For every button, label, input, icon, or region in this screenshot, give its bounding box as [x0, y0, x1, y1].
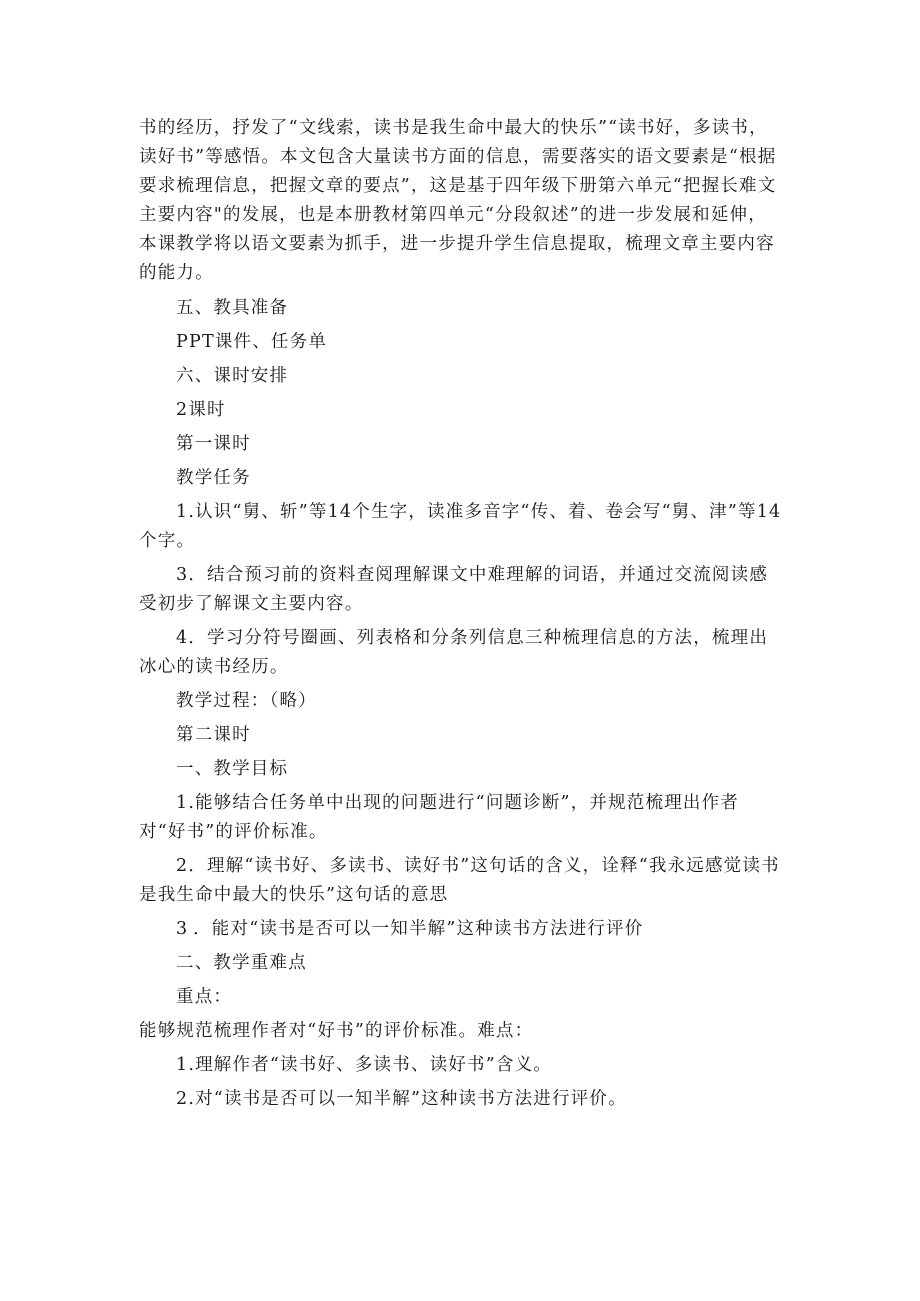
heading-teaching-tasks: 教学任务 [176, 468, 251, 488]
paragraph-teaching-aids: PPT课件、任务单 [176, 332, 328, 352]
list-item-difficult-2: 2.对“读书是否可以一知半解”这种读书方法进行评价。 [176, 1089, 627, 1109]
document-body [139, 114, 784, 1119]
heading-teaching-goals: 一、教学目标 [176, 759, 289, 779]
paragraph-teaching-process: 教学过程：（略） [176, 691, 317, 711]
list-item-goal-1: 1.能够结合任务单中出现的问题进行“问题诊断”，并规范梳理出作者对“好书”的评价标准。 [139, 793, 739, 842]
heading-lesson-schedule: 六、课时安排 [176, 366, 289, 386]
heading-second-lesson: 第二课时 [176, 725, 251, 745]
label-key-points: 重点： [176, 987, 233, 1007]
list-item-task-1: 1.认识“舅、斩”等14个生字，读准多音字“传、着、卷会写“舅、津”等14个字。 [139, 502, 782, 551]
list-item-goal-3: 3 ．能对“读书是否可以一知半解”这种读书方法进行评价 [176, 919, 644, 939]
paragraph-intro: 书的经历，抒发了“文线索，读书是我生命中最大的快乐”“读书好，多读书，读好书”等感悟。本文包含大量读书方面的信息，需要落实的语文要素是“根据要求梳理信息，把握文章的要点”，这是基于四年级下册第六单元“把握长难文主要内容"的发展，也是本册教材第四单元“分段叙述”的进一步发展和延伸，本课教学将以语文要素为抓手，进一步提升学生信息提取，梳理文章主要内容的能力。 [139, 118, 777, 283]
heading-key-difficult-points: 二、教学重难点 [176, 953, 307, 973]
list-item-task-4: 4．学习分符号圈画、列表格和分条列信息三种梳理信息的方法，梳理出冰心的读书经历。 [139, 628, 769, 677]
paragraph-lesson-count: 2课时 [176, 400, 226, 420]
list-item-task-3: 3．结合预习前的资料查阅理解课文中难理解的词语，并通过交流阅读感受初步了解课文主要内容。 [139, 565, 769, 614]
list-item-goal-2: 2．理解“读书好、多读书、读好书”这句话的含义，诠释“我永远感觉读书是我生命中最大的快乐”这句话的意思 [139, 856, 780, 905]
heading-teaching-aids: 五、教具准备 [176, 298, 289, 318]
paragraph-key-point: 能够规范梳理作者对“好书”的评价标准。难点： [139, 1021, 534, 1041]
list-item-difficult-1: 1.理解作者“读书好、多读书、读好书”含义。 [176, 1055, 552, 1075]
heading-first-lesson: 第一课时 [176, 434, 251, 454]
